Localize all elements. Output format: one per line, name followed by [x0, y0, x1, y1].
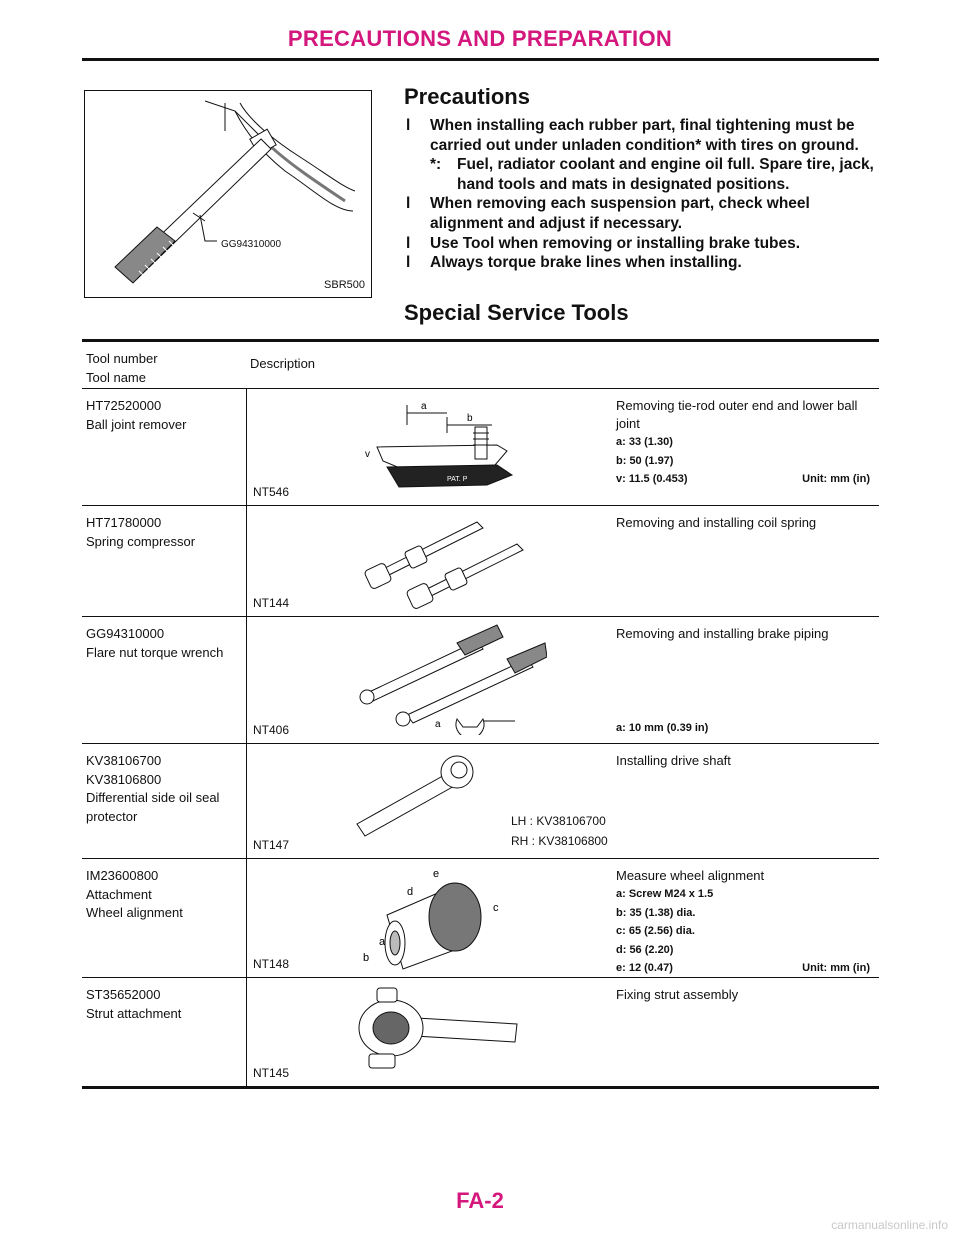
- dim-label: b: [467, 413, 473, 424]
- header-tool-col: [86, 350, 236, 387]
- tool-id: [86, 752, 236, 826]
- dim-label: a: [435, 719, 441, 730]
- dim-label: d: [407, 886, 414, 898]
- header-tool-name: Tool name: [86, 369, 146, 385]
- precaution-text: Always torque brake lines when installing.: [430, 254, 742, 272]
- oil-seal-protector-illustration: [347, 750, 527, 840]
- figure-code: NT145: [253, 1066, 290, 1080]
- dimension-line: a: Screw M24 x 1.5: [616, 888, 714, 900]
- dim-label: a: [379, 936, 386, 948]
- flare-nut-wrench-illustration: [347, 623, 547, 735]
- precaution-item: [404, 116, 884, 155]
- figure-code: NT406: [253, 723, 290, 737]
- tool-number: KV38106800: [86, 771, 162, 787]
- table-row: [82, 389, 879, 506]
- precaution-item: [404, 234, 884, 254]
- tool-description: [616, 867, 876, 978]
- dim-label: c: [493, 902, 499, 914]
- dimension-line: a: 10 mm (0.39 in): [616, 722, 709, 734]
- bullet-icon: l: [406, 195, 411, 213]
- tool-figure-cell: [246, 978, 611, 1086]
- rh-label: RH : KV38106800: [511, 834, 608, 848]
- dimension-line: e: 12 (0.47): [616, 962, 673, 975]
- tool-name: Differential side oil seal protector: [86, 790, 220, 824]
- dimension-line: c: 65 (2.56) dia.: [616, 925, 695, 938]
- note-text: Fuel, radiator coolant and engine oil full. Spare tire, jack, hand tools and mats in designated positions.: [457, 156, 874, 193]
- tool-name: Attachment: [86, 886, 152, 902]
- pat-label: PAT. P: [447, 476, 468, 483]
- dimension-line: b: 35 (1.38) dia.: [616, 906, 696, 919]
- table-row: [82, 744, 879, 859]
- dim-label: b: [363, 952, 370, 964]
- tool-number: ST35652000: [86, 987, 161, 1002]
- strut-attachment-illustration: [347, 984, 527, 1080]
- tool-id: [86, 514, 236, 551]
- table-row: [82, 859, 879, 978]
- lh-label: LH : KV38106700: [511, 814, 606, 828]
- tool-name: Strut attachment: [86, 1005, 182, 1021]
- tool-number: KV38106700: [86, 753, 162, 768]
- table-row: [82, 506, 879, 617]
- tool-figure-cell: [246, 744, 611, 858]
- unit-label: Unit: mm (in): [802, 473, 870, 486]
- torque-wrench-figure: [84, 90, 372, 298]
- dimension-line: v: 11.5 (0.453): [616, 473, 688, 486]
- description-text: Measure wheel alignment: [616, 868, 765, 883]
- tool-figure-cell: [246, 617, 611, 743]
- precaution-item: [404, 253, 884, 273]
- figure-part-label: GG94310000: [221, 239, 282, 250]
- tool-figure-cell: [246, 389, 611, 505]
- table-header-row: [82, 342, 879, 389]
- dim-label: a: [421, 401, 427, 412]
- precaution-text: Use Tool when removing or installing brake tubes.: [430, 234, 801, 252]
- tool-number: HT71780000: [86, 515, 162, 530]
- description-text: Removing tie-rod outer end and lower ball joint: [616, 398, 858, 431]
- precaution-item: [404, 194, 884, 233]
- tool-number: HT72520000: [86, 398, 162, 413]
- precautions-title: Precautions: [404, 84, 530, 109]
- dim-label: e: [433, 868, 440, 880]
- description-text: Removing and installing coil spring: [616, 515, 817, 530]
- wheel-alignment-attachment-illustration: [347, 865, 527, 971]
- figure-code: SBR500: [324, 279, 365, 291]
- table-row: [82, 617, 879, 744]
- tool-name: Ball joint remover: [86, 416, 187, 432]
- description-text: Fixing strut assembly: [616, 987, 739, 1002]
- special-service-tools-table: [82, 339, 879, 1089]
- dimension-row: [616, 959, 876, 978]
- header-rule: [82, 58, 879, 61]
- precautions-list: [404, 116, 884, 273]
- figure-code: NT147: [253, 838, 290, 852]
- spring-compressor-illustration: [347, 512, 547, 612]
- description-text: Installing drive shaft: [616, 753, 731, 768]
- description-text: Removing and installing brake piping: [616, 626, 829, 641]
- bullet-icon: l: [406, 234, 411, 252]
- figure-code: NT546: [253, 485, 290, 499]
- tool-description: [616, 514, 876, 532]
- page-number: FA-2: [456, 1188, 504, 1213]
- bullet-icon: l: [406, 254, 411, 272]
- dimension-line: d: 56 (2.20): [616, 943, 674, 956]
- table-row: [82, 978, 879, 1086]
- tool-description: [616, 986, 876, 1004]
- note-marker: *:: [430, 156, 442, 174]
- dimension-row: [616, 470, 876, 489]
- tool-figure-cell: [246, 506, 611, 616]
- dim-label: v: [365, 449, 370, 460]
- special-service-tools-title: Special Service Tools: [404, 300, 629, 325]
- tool-id: [86, 867, 236, 923]
- bullet-icon: l: [406, 117, 411, 134]
- header-description: Description: [250, 356, 316, 371]
- figure-code: NT148: [253, 957, 290, 971]
- tool-id: [86, 986, 236, 1023]
- precaution-text: When installing each rubber part, final tightening must be carried out under unladen condition* with tires on ground.: [430, 117, 859, 154]
- watermark: carmanualsonline.info: [831, 1218, 948, 1232]
- torque-wrench-illustration: [85, 91, 371, 297]
- tool-description: [616, 625, 876, 743]
- figure-code: NT144: [253, 596, 290, 610]
- tool-number: GG94310000: [86, 626, 165, 641]
- page-header: PRECAUTIONS AND PREPARATION: [287, 26, 673, 51]
- tool-number: IM23600800: [86, 868, 159, 883]
- dimension-line: b: 50 (1.97): [616, 454, 674, 467]
- dimension-line: a: 33 (1.30): [616, 436, 673, 448]
- tool-name: Spring compressor: [86, 533, 196, 549]
- tool-figure-cell: [246, 859, 611, 977]
- tool-description: [616, 397, 876, 489]
- precaution-text: When removing each suspension part, check wheel alignment and adjust if necessary.: [430, 195, 810, 232]
- ball-joint-remover-illustration: [347, 395, 547, 495]
- tool-name: Flare nut torque wrench: [86, 644, 224, 660]
- header-tool-number: Tool number: [86, 351, 158, 366]
- tool-name: Wheel alignment: [86, 905, 183, 920]
- tool-description: [616, 752, 876, 770]
- tool-id: [86, 397, 236, 434]
- tool-id: [86, 625, 236, 662]
- precaution-note: [404, 155, 884, 194]
- unit-label: Unit: mm (in): [802, 962, 870, 975]
